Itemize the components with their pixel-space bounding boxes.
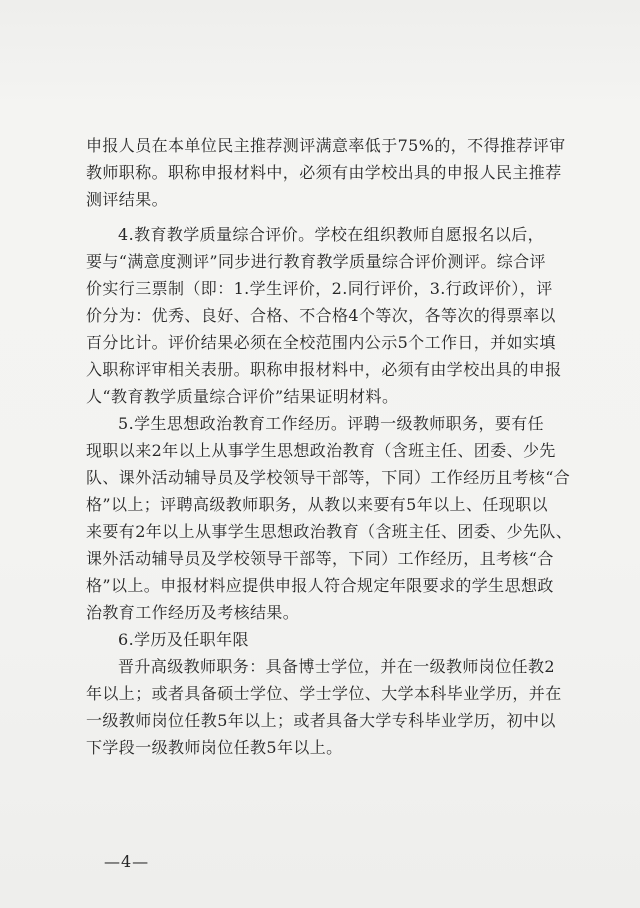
text-line: 来要有2年以上从事学生思想政治教育（含班主任、团委、少先队、 [86, 522, 573, 541]
text-line: 年以上；或者具备硕士学位、学士学位、大学本科毕业学历，并在 [86, 684, 562, 703]
text-line: 治教育工作经历及考核结果。 [86, 603, 300, 622]
text-line: 人“教育教学质量综合评价”结果证明材料。 [86, 387, 399, 406]
text-line: 课外活动辅导员及学校领导干部等，下同）工作经历，且考核“合 [86, 549, 554, 568]
text-line: 4.教育教学质量综合评价。学校在组织教师自愿报名以后， [118, 225, 545, 244]
text-line: 价分为：优秀、良好、合格、不合格4个等次，各等次的得票率以 [86, 306, 556, 325]
text-line: 现职以来2年以上从事学生思想政治教育（含班主任、团委、少先 [86, 441, 556, 460]
text-line: 百分比计。评价结果必须在全校范围内公示5个工作日，并如实填 [86, 333, 556, 352]
text-line: 下学段一级教师岗位任教5年以上。 [86, 738, 343, 757]
text-line: 要与“满意度测评”同步进行教育教学质量综合评价测评。综合评 [86, 252, 546, 271]
text-line: 6.学历及任职年限 [118, 630, 249, 649]
text-line: 5.学生思想政治教育工作经历。评聘一级教师职务，要有任 [118, 414, 545, 433]
text-line: 队、课外活动辅导员及学校领导干部等，下同）工作经历且考核“合 [86, 468, 571, 487]
text-line: 格”以上。申报材料应提供申报人符合规定年限要求的学生思想政 [86, 576, 554, 595]
text-line: 入职称评审相关表册。职称申报材料中，必须有由学校出具的申报 [86, 360, 562, 379]
text-line: 价实行三票制（即：1.学生评价，2.同行评价，3.行政评价），评 [86, 279, 553, 298]
text-line: 格”以上；评聘高级教师职务，从教以来要有5年以上、任现职以 [86, 495, 548, 514]
page-number: —4— [104, 852, 150, 871]
text-line: 测评结果。 [86, 190, 169, 209]
text-line: 教师职称。职称申报材料中，必须有由学校出具的申报人民主推荐 [86, 163, 562, 182]
text-line: 晋升高级教师职务：具备博士学位，并在一级教师岗位任教2 [118, 657, 555, 676]
body-text [86, 132, 582, 761]
text-line: 一级教师岗位任教5年以上；或者具备大学专科毕业学历，初中以 [86, 711, 556, 730]
text-line: 申报人员在本单位民主推荐测评满意率低于75%的，不得推荐评审 [86, 136, 566, 155]
